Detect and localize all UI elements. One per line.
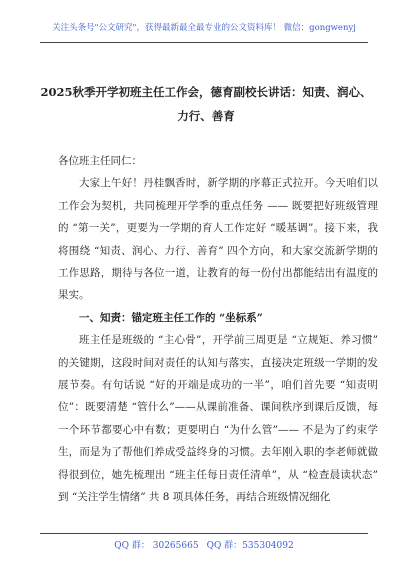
header-promo-text: 关注头条号"公文研究"，获得最新最全最专业的公文资料库！ 微信：gongwenyj	[52, 23, 356, 33]
footer-qq-group-2: QQ 群：535304092	[206, 540, 294, 551]
page-header	[40, 12, 368, 43]
paragraph-intro: 大家上午好！丹桂飘香时，新学期的序幕正式拉开。今天咱们以工作会为契机，共同梳理开学季的重点任务 —— 既要把好班级管理的 “第一关”，更要为一学期的育人工作定好 “暖基调”。接下来，我将围绕 “知责、润心、力行、善育” 四个方向，和大家交流新学期的工作思路，期待与各位一道，让教育的每一份付出都能结出有温度的果实。	[58, 177, 378, 302]
greeting: 各位班主任同仁：	[58, 155, 142, 167]
footer-qq-group-1: QQ 群： 30265665	[114, 540, 199, 551]
document-body	[58, 150, 378, 509]
section-heading: 一、知责：锚定班主任工作的 “坐标系”	[79, 311, 263, 324]
document-title: 2025秋季开学初班主任工作会，德育副校长讲话：知责、润心、力行、善育	[40, 85, 372, 123]
paragraph-body: 班主任是班级的 “主心骨”，开学前三周更是 “立规矩、养习惯” 的关键期，这段时间对责任的认知与落实，直接决定班级一学期的发展节奏。有句话说 “好的开端是成功的一半”，咱们首先要 “知责明位”：既要清楚 “管什么”——从课前准备、课间秩序到课后反馈，每一个环节都要心中有数；更要明白 “为什么管”—— 不是为了约束学生，而是为了帮他们养成受益终身的习惯。去年刚入职的李老师就做得很到位，她先梳理出 “班主任每日责任清单”，从 “检查晨读状态” 到 “关注学生情绪” 共 8 项具体任务，再结合班级情况细化	[58, 334, 378, 504]
page-footer	[40, 533, 368, 554]
